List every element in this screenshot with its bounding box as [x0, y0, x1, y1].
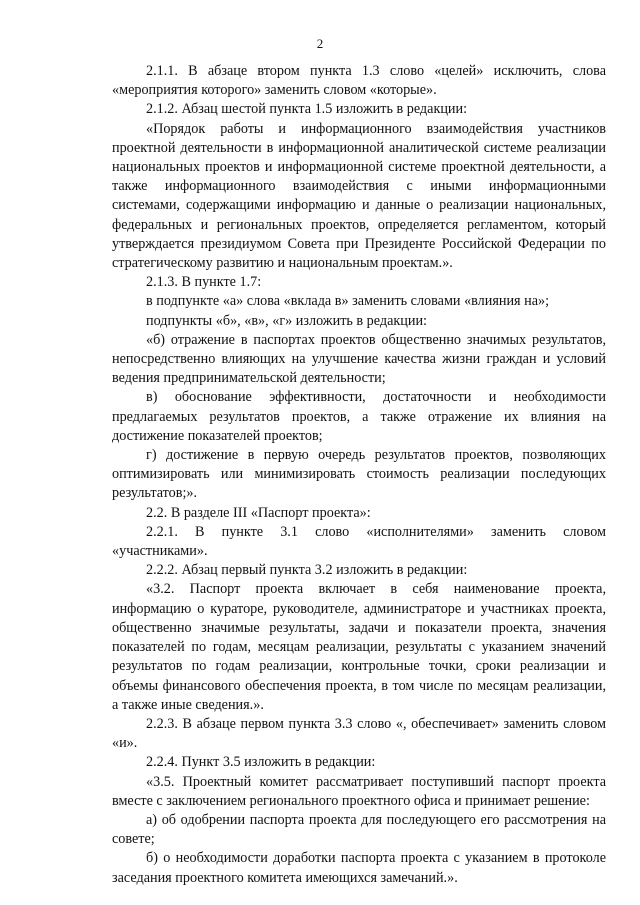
paragraph-subitem-a: в подпункте «а» слова «вклада в» заменить словами «влияния на»; — [146, 293, 550, 310]
paragraph-2-2-2: 2.2.2. Абзац первый пункта 3.2 изложить в редакции: — [146, 562, 468, 579]
paragraph-subitems-b-v-g: подпункты «б», «в», «г» изложить в редакции: — [146, 312, 427, 329]
paragraph-item-g: г) достижение в первую очередь результатов проектов, позволяющих оптимизировать или минимизировать стоимость реализации последующих результатов;». — [112, 447, 606, 502]
paragraph-item-b: «б) отражение в паспортах проектов общественно значимых результатов, непосредственно влияющих на улучшение качества жизни граждан и условий ведения предпринимательской деятельности; — [112, 331, 606, 387]
paragraph-2-1-2: 2.1.2. Абзац шестой пункта 1.5 изложить в редакции: — [146, 101, 468, 118]
paragraph-item-a-approval: а) об одобрении паспорта проекта для последующего его рассмотрения на совете; — [112, 811, 606, 848]
paragraph-item-v: в) обоснование эффективности, достаточности и необходимости предлагаемых результатов проектов, а также отражение их влияния на достижение показателей проектов; — [112, 389, 606, 444]
paragraph-item-b-revision: б) о необходимости доработки паспорта проекта с указанием в протоколе заседания проектного комитета имеющихся замечаний.». — [112, 850, 606, 886]
document-body — [112, 62, 606, 888]
paragraph-2-2: 2.2. В разделе III «Паспорт проекта»: — [146, 504, 371, 521]
paragraph-2-1-3: 2.1.3. В пункте 1.7: — [146, 274, 262, 291]
paragraph-quote-3-5: «3.5. Проектный комитет рассматривает поступивший паспорт проекта вместе с заключением регионального проектного офиса и принимает решение: — [112, 773, 606, 809]
paragraph-quote-procedure: «Порядок работы и информационного взаимодействия участников проектной деятельности в информационной аналитической системе реализации национальных проектов и информационной системе проектной деятельности, а также информационного взаимодействия с иными информационными системами, содержащими информацию и данные о реализации национальных, федеральных и региональных проектов, определяется регламентом, который утверждается президиумом Совета при Президенте Российской Федерации по стратегическому развитию и национальным проектам.». — [112, 120, 606, 272]
paragraph-2-2-1: 2.2.1. В пункте 3.1 слово «исполнителями» заменить словом «участниками». — [112, 523, 606, 560]
page-number: 2 — [316, 36, 324, 51]
paragraph-2-2-3: 2.2.3. В абзаце первом пункта 3.3 слово «, обеспечивает» заменить словом «и». — [112, 715, 606, 752]
paragraph-quote-3-2: «3.2. Паспорт проекта включает в себя наименование проекта, информацию о кураторе, руководителе, администраторе и участниках проекта, общественно значимые результаты, задачи и показатели проекта, значения показателей по годам, месяцам реализации, результаты с указанием значений результатов по годам реализации, контрольные точки, сроки реализации и объемы финансового обеспечения проекта, в том числе по месяцам реализации, а также иные сведения.». — [112, 581, 606, 713]
paragraph-2-2-4: 2.2.4. Пункт 3.5 изложить в редакции: — [146, 754, 376, 771]
paragraph-2-1-1: 2.1.1. В абзаце втором пункта 1.3 слово «целей» исключить, слова «мероприятия которого» заменить словом «которые». — [112, 63, 606, 99]
